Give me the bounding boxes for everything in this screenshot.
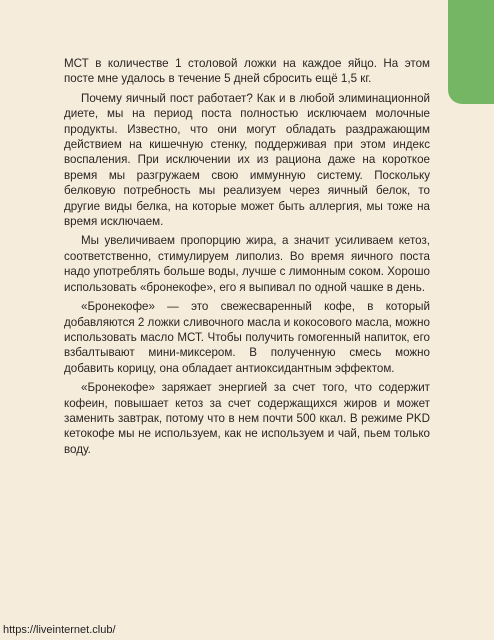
source-url[interactable]: https://liveinternet.club/ [3,624,116,636]
green-side-tab [448,0,494,104]
paragraph-5: «Бронекофе» заряжает энергией за счет того, что содержит кофеин, повышает кетоз за счет содержащихся жиров и может заменить завтрак, потому что в нем почти 500 ккал. В режиме PKD кетокофе мы не используем, как не используем и чай, пьем только воду. [64,381,430,456]
paragraph-3: Мы увеличиваем пропорцию жира, а значит усиливаем кетоз, соответственно, стимулируем липолиз. Во время яичного поста надо употреблять больше воды, лучше с лимонным соком. Хорошо использовать «бронекофе», его я выпивал по одной чашке в день. [64,234,430,294]
paragraph-1: МСТ в количестве 1 столовой ложки на каждое яйцо. На этом посте мне удалось в течение 5 дней сбросить ещё 1,5 кг. [64,57,430,86]
paragraph-2: Почему яичный пост работает? Как и в любой элиминационной диете, мы на период поста полностью исключаем молочные продукты. Известно, что они могут обладать раздражающим действием на кишечную стенку, поддерживая при этом индекс воспаления. При исключении их из рациона даже на короткое время мы разгружаем свою иммунную систему. Поскольку белковую потребность мы реализуем через яичный белок, то другие виды белка, на которые может быть аллергия, мы тоже на время исключаем. [64,91,430,229]
body-text [64,56,430,461]
paragraph-4: «Бронекофе» — это свежесваренный кофе, в который добавляются 2 ложки сливочного масла и кокосового масла, можно использовать масло МСТ. Чтобы получить гомогенный напиток, его взбалтывают мини-миксером. В полученную смесь можно добавить корицу, она обладает антиоксидантным эффектом. [64,300,430,375]
